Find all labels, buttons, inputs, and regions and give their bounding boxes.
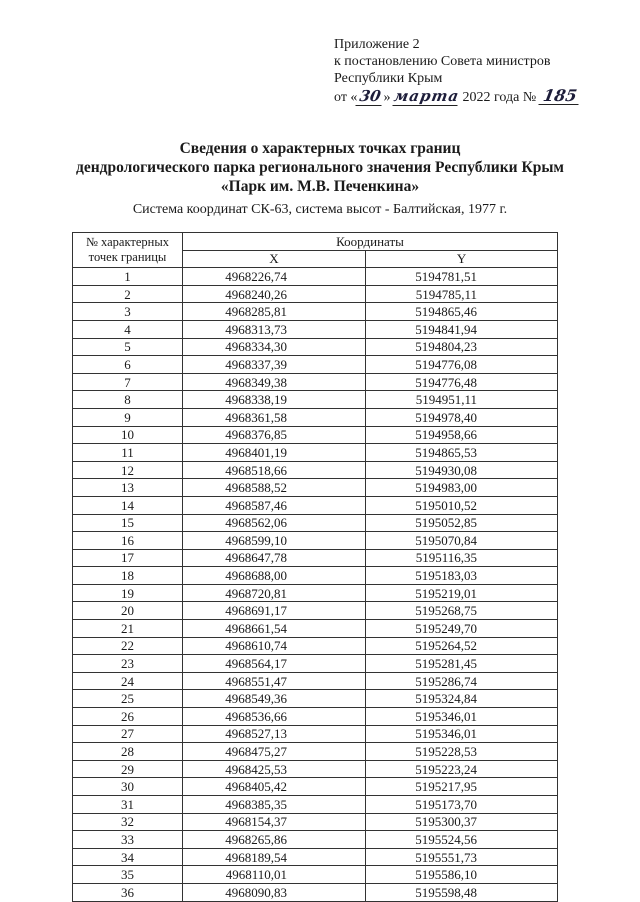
x-coordinate-cell: 4968661,54 <box>183 620 366 638</box>
table-row <box>73 796 558 814</box>
y-coordinate-cell: 5195286,74 <box>366 672 558 690</box>
y-coordinate-cell: 5195173,70 <box>366 796 558 814</box>
coordinate-system-note: Система координат СК-63, система высот - Балтийская, 1977 г. <box>132 202 508 217</box>
y-coordinate-cell: 5194804,23 <box>366 338 558 356</box>
y-coordinate-cell: 5195346,01 <box>366 708 558 726</box>
table-body <box>73 268 558 901</box>
y-coordinate-cell: 5195228,53 <box>366 743 558 761</box>
x-coordinate-cell: 4968226,74 <box>183 268 366 286</box>
point-number-cell: 32 <box>73 813 183 831</box>
point-number-cell: 9 <box>73 408 183 426</box>
x-coordinate-cell: 4968110,01 <box>183 866 366 884</box>
y-coordinate-cell: 5195346,01 <box>366 725 558 743</box>
table-row <box>73 866 558 884</box>
x-coordinate-cell: 4968240,26 <box>183 285 366 303</box>
point-number-cell: 18 <box>73 567 183 585</box>
table-row <box>73 479 558 497</box>
x-coordinate-cell: 4968647,78 <box>183 549 366 567</box>
y-coordinate-cell: 5195324,84 <box>366 690 558 708</box>
table-row <box>73 408 558 426</box>
table-row <box>73 831 558 849</box>
x-coordinate-cell: 4968587,46 <box>183 496 366 514</box>
x-coordinate-cell: 4968610,74 <box>183 637 366 655</box>
point-number-cell: 5 <box>73 338 183 356</box>
table-row <box>73 760 558 778</box>
table-row <box>73 549 558 567</box>
y-coordinate-cell: 5194776,48 <box>366 373 558 391</box>
y-coordinate-cell: 5194958,66 <box>366 426 558 444</box>
point-number-cell: 6 <box>73 356 183 374</box>
table-row <box>73 602 558 620</box>
table-row <box>73 778 558 796</box>
table-row <box>73 620 558 638</box>
table-row <box>73 338 558 356</box>
table-row <box>73 655 558 673</box>
date-close-quote: » <box>383 90 391 105</box>
point-number-cell: 24 <box>73 672 183 690</box>
table-row <box>73 672 558 690</box>
table-row <box>73 268 558 286</box>
y-coordinate-cell: 5195586,10 <box>366 866 558 884</box>
point-number-cell: 10 <box>73 426 183 444</box>
x-coordinate-cell: 4968691,17 <box>183 602 366 620</box>
appendix-resolution-ref: к постановлению Совета министров <box>334 54 551 69</box>
y-coordinate-cell: 5195281,45 <box>366 655 558 673</box>
x-coordinate-cell: 4968527,13 <box>183 725 366 743</box>
y-coordinate-cell: 5195268,75 <box>366 602 558 620</box>
point-number-cell: 15 <box>73 514 183 532</box>
header-point-number: № характерных точек границы <box>73 233 183 268</box>
point-number-cell: 12 <box>73 461 183 479</box>
x-coordinate-cell: 4968405,42 <box>183 778 366 796</box>
x-coordinate-cell: 4968334,30 <box>183 338 366 356</box>
point-number-cell: 11 <box>73 444 183 462</box>
point-number-cell: 26 <box>73 708 183 726</box>
x-coordinate-cell: 4968536,66 <box>183 708 366 726</box>
x-coordinate-cell: 4968313,73 <box>183 320 366 338</box>
point-number-cell: 7 <box>73 373 183 391</box>
point-number-cell: 29 <box>73 760 183 778</box>
y-coordinate-cell: 5195300,37 <box>366 813 558 831</box>
x-coordinate-cell: 4968349,38 <box>183 373 366 391</box>
table-row <box>73 426 558 444</box>
x-coordinate-cell: 4968425,53 <box>183 760 366 778</box>
title-line-3: «Парк им. М.В. Печенкина» <box>220 178 420 195</box>
x-coordinate-cell: 4968688,00 <box>183 567 366 585</box>
point-number-cell: 17 <box>73 549 183 567</box>
point-number-cell: 28 <box>73 743 183 761</box>
x-coordinate-cell: 4968588,52 <box>183 479 366 497</box>
point-number-cell: 16 <box>73 532 183 550</box>
table-row <box>73 883 558 901</box>
y-coordinate-cell: 5194785,11 <box>366 285 558 303</box>
point-number-cell: 3 <box>73 303 183 321</box>
point-number-cell: 31 <box>73 796 183 814</box>
x-coordinate-cell: 4968361,58 <box>183 408 366 426</box>
table-row <box>73 532 558 550</box>
x-coordinate-cell: 4968189,54 <box>183 848 366 866</box>
x-coordinate-cell: 4968090,83 <box>183 883 366 901</box>
point-number-cell: 23 <box>73 655 183 673</box>
y-coordinate-cell: 5195070,84 <box>366 532 558 550</box>
x-coordinate-cell: 4968401,19 <box>183 444 366 462</box>
y-coordinate-cell: 5194781,51 <box>366 268 558 286</box>
appendix-number: Приложение 2 <box>334 37 420 52</box>
table-row <box>73 373 558 391</box>
table-row <box>73 391 558 409</box>
point-number-cell: 13 <box>73 479 183 497</box>
header-coordinates: Координаты <box>183 233 558 251</box>
y-coordinate-cell: 5195219,01 <box>366 584 558 602</box>
y-coordinate-cell: 5195249,70 <box>366 620 558 638</box>
point-number-cell: 20 <box>73 602 183 620</box>
title-line-2: дендрологического парка регионального значения Республики Крым <box>76 159 564 176</box>
y-coordinate-cell: 5195183,03 <box>366 567 558 585</box>
x-coordinate-cell: 4968549,36 <box>183 690 366 708</box>
table-row <box>73 725 558 743</box>
x-coordinate-cell: 4968475,27 <box>183 743 366 761</box>
table-row <box>73 285 558 303</box>
point-number-cell: 33 <box>73 831 183 849</box>
y-coordinate-cell: 5195524,56 <box>366 831 558 849</box>
table-row <box>73 690 558 708</box>
point-number-cell: 2 <box>73 285 183 303</box>
x-coordinate-cell: 4968551,47 <box>183 672 366 690</box>
y-coordinate-cell: 5194776,08 <box>366 356 558 374</box>
y-coordinate-cell: 5195010,52 <box>366 496 558 514</box>
point-number-cell: 22 <box>73 637 183 655</box>
table-row <box>73 584 558 602</box>
table-row <box>73 567 558 585</box>
y-coordinate-cell: 5194865,46 <box>366 303 558 321</box>
table-row <box>73 514 558 532</box>
x-coordinate-cell: 4968562,06 <box>183 514 366 532</box>
table-row <box>73 496 558 514</box>
appendix-header <box>334 36 580 106</box>
x-coordinate-cell: 4968338,19 <box>183 391 366 409</box>
x-coordinate-cell: 4968265,86 <box>183 831 366 849</box>
handwritten-month: марта <box>392 87 461 105</box>
x-coordinate-cell: 4968154,37 <box>183 813 366 831</box>
table-row <box>73 708 558 726</box>
header-y: Y <box>366 250 558 268</box>
table-row <box>73 320 558 338</box>
table-row <box>73 743 558 761</box>
y-coordinate-cell: 5195223,24 <box>366 760 558 778</box>
date-prefix: от « <box>334 90 358 105</box>
x-coordinate-cell: 4968376,85 <box>183 426 366 444</box>
appendix-republic: Республики Крым <box>334 71 443 86</box>
appendix-date-line <box>334 87 580 106</box>
x-coordinate-cell: 4968564,17 <box>183 655 366 673</box>
point-number-cell: 14 <box>73 496 183 514</box>
table-row <box>73 303 558 321</box>
point-number-cell: 27 <box>73 725 183 743</box>
y-coordinate-cell: 5194930,08 <box>366 461 558 479</box>
y-coordinate-cell: 5195551,73 <box>366 848 558 866</box>
handwritten-number: 185 <box>538 87 581 105</box>
title-line-1: Сведения о характерных точках границ <box>179 140 461 157</box>
boundary-points-table <box>72 232 558 902</box>
x-coordinate-cell: 4968285,81 <box>183 303 366 321</box>
point-number-cell: 1 <box>73 268 183 286</box>
document-title <box>0 139 640 196</box>
year-text: 2022 года № <box>462 90 537 105</box>
point-number-cell: 19 <box>73 584 183 602</box>
x-coordinate-cell: 4968385,35 <box>183 796 366 814</box>
point-number-cell: 21 <box>73 620 183 638</box>
table-row <box>73 813 558 831</box>
y-coordinate-cell: 5194978,40 <box>366 408 558 426</box>
y-coordinate-cell: 5194865,53 <box>366 444 558 462</box>
table-row <box>73 848 558 866</box>
table-row <box>73 444 558 462</box>
table-row <box>73 356 558 374</box>
x-coordinate-cell: 4968599,10 <box>183 532 366 550</box>
table-row <box>73 461 558 479</box>
y-coordinate-cell: 5194841,94 <box>366 320 558 338</box>
point-number-cell: 34 <box>73 848 183 866</box>
header-x: X <box>183 250 366 268</box>
y-coordinate-cell: 5194951,11 <box>366 391 558 409</box>
point-number-cell: 4 <box>73 320 183 338</box>
table-row <box>73 637 558 655</box>
y-coordinate-cell: 5195598,48 <box>366 883 558 901</box>
y-coordinate-cell: 5195052,85 <box>366 514 558 532</box>
x-coordinate-cell: 4968720,81 <box>183 584 366 602</box>
handwritten-day: 30 <box>356 88 385 106</box>
y-coordinate-cell: 5195264,52 <box>366 637 558 655</box>
y-coordinate-cell: 5194983,00 <box>366 479 558 497</box>
x-coordinate-cell: 4968518,66 <box>183 461 366 479</box>
point-number-cell: 30 <box>73 778 183 796</box>
y-coordinate-cell: 5195217,95 <box>366 778 558 796</box>
point-number-cell: 8 <box>73 391 183 409</box>
y-coordinate-cell: 5195116,35 <box>366 549 558 567</box>
point-number-cell: 25 <box>73 690 183 708</box>
point-number-cell: 35 <box>73 866 183 884</box>
point-number-cell: 36 <box>73 883 183 901</box>
x-coordinate-cell: 4968337,39 <box>183 356 366 374</box>
